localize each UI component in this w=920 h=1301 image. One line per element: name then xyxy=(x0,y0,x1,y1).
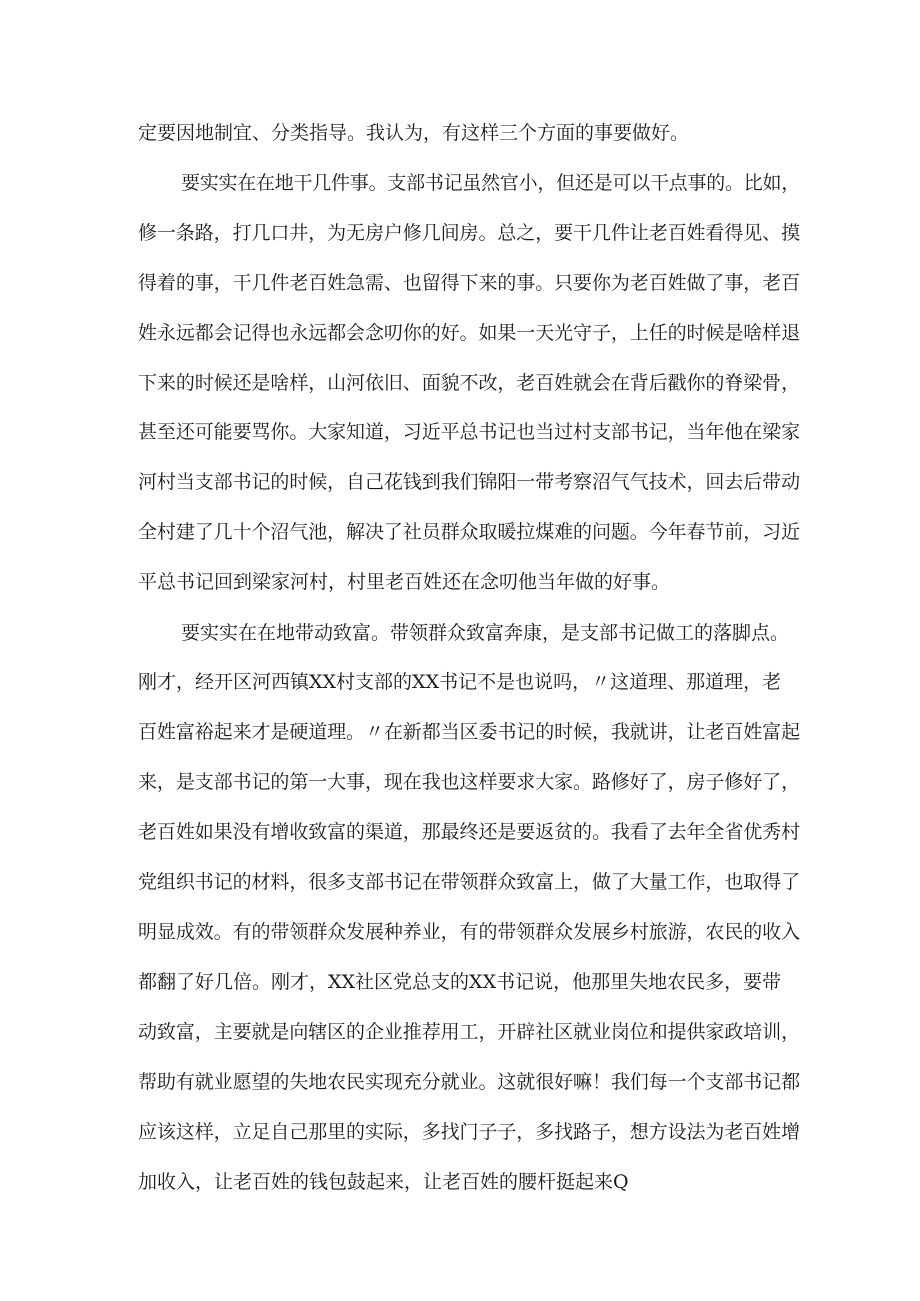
text-line: 得着的事，干几件老百姓急需、也留得下来的事。只要你为老百姓做了事，老百 xyxy=(138,272,801,294)
text-line: 甚至还可能要骂你。大家知道，习近平总书记也当过村支部书记，当年他在梁家 xyxy=(138,421,801,443)
text-line: 动致富，主要就是向辖区的企业推荐用工，开辟社区就业岗位和提供家政培训， xyxy=(138,1021,801,1043)
text-line: 老百姓如果没有增收致富的渠道，那最终还是要返贫的。我看了去年全省优秀村 xyxy=(138,821,801,843)
text-line: 下来的时候还是啥样，山河依旧、面貌不改，老百姓就会在背后戳你的脊梁骨， xyxy=(138,372,801,394)
text-line: 定要因地制宜、分类指导。我认为，有这样三个方面的事要做好。 xyxy=(138,122,690,144)
text-line: 来，是支部书记的第一大事，现在我也这样要求大家。路修好了，房子修好了， xyxy=(138,771,801,793)
text-line: 加收入，让老百姓的钱包鼓起来，让老百姓的腰杆挺起来Q xyxy=(138,1171,629,1193)
text-line: 帮助有就业愿望的失地农民实现充分就业。这就很好嘛！我们每一个支部书记都 xyxy=(138,1071,801,1093)
text-line: 平总书记回到梁家河村，村里老百姓还在念叨他当年做的好事。 xyxy=(138,571,671,593)
text-line: 明显成效。有的带领群众发展种养业，有的带领群众发展乡村旅游，农民的收入 xyxy=(138,921,801,943)
text-line: 河村当支部书记的时候，自己花钱到我们锦阳一带考察沼气气技术，回去后带动 xyxy=(138,471,801,493)
text-line: 刚才，经开区河西镇XX村支部的XX书记不是也说吗，〃这道理、那道理，老 xyxy=(138,671,782,693)
text-line: 要实实在在地带动致富。带领群众致富奔康，是支部书记做工的落脚点。 xyxy=(181,622,790,644)
text-line: 应该这样，立足自己那里的实际，多找门子子，多找路子，想方设法为老百姓增 xyxy=(138,1121,801,1143)
text-line: 百姓富裕起来才是硬道理。〃在新都当区委书记的时候，我就讲，让老百姓富起 xyxy=(138,721,801,743)
text-line: 修一条路，打几口井，为无房户修几间房。总之，要干几件让老百姓看得见、摸 xyxy=(138,222,801,244)
text-line: 都翻了好几倍。刚才，XX社区党总支的XX书记说，他那里失地农民多，要带 xyxy=(138,971,782,993)
text-line: 姓永远都会记得也永远都会念叨你的好。如果一天光守子，上任的时候是啥样退 xyxy=(138,322,801,344)
text-line: 要实实在在地干几件事。支部书记虽然官小，但还是可以干点事的。比如， xyxy=(181,172,801,194)
text-line: 全村建了几十个沼气池，解决了社员群众取暖拉煤难的问题。今年春节前，习近 xyxy=(138,521,801,543)
text-line: 党组织书记的材料，很多支部书记在带领群众致富上，做了大量工作，也取得了 xyxy=(138,871,801,893)
